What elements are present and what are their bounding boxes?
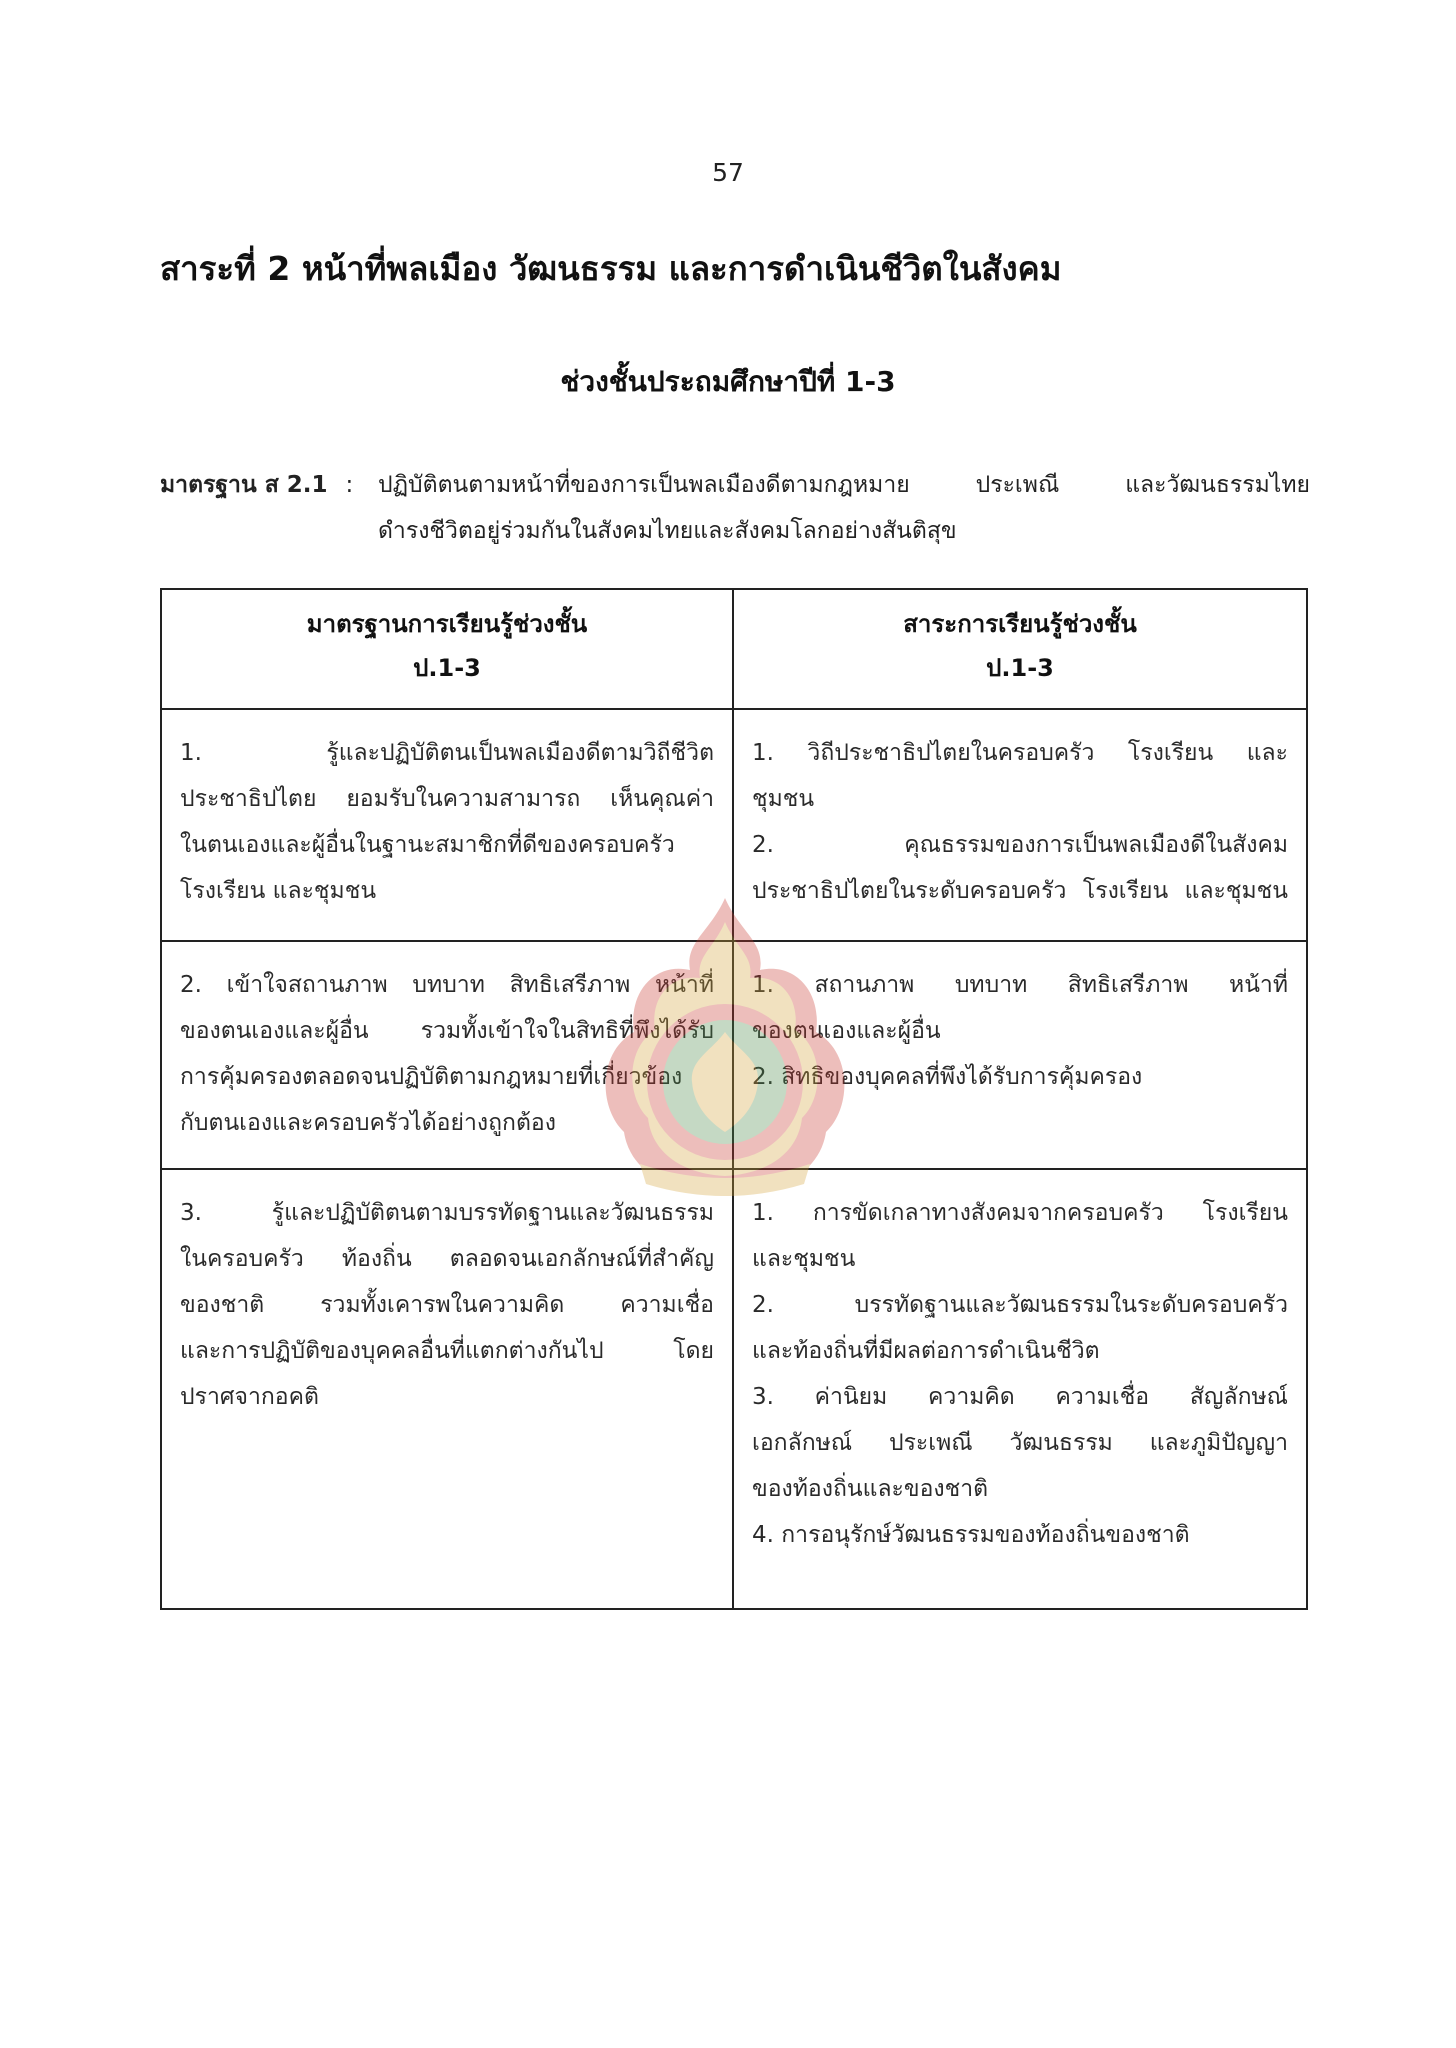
cell-line: ของท้องถิ่นและของชาติ [752,1476,989,1502]
table-row [162,1168,1306,1608]
cell-line: 2. เข้าใจสถานภาพ บทบาท สิทธิเสรีภาพ หน้าที่ [180,972,714,998]
cell-line: เอกลักษณ์ ประเพณี วัฒนธรรม และภูมิปัญญา [752,1430,1288,1456]
standard-cell [162,942,734,1168]
header-cell-line: ป.1-3 [986,654,1054,682]
standard-label [160,462,353,508]
header-cell-line: สาระการเรียนรู้ช่วงชั้น [903,610,1137,638]
cell-line: ของตนเองและผู้อื่น รวมทั้งเข้าใจในสิทธิที่พึงได้รับ [180,1018,714,1044]
cell-line: 2. สิทธิของบุคคลที่พึงได้รับการคุ้มครอง [752,1064,1143,1090]
cell-line: 1. วิถีประชาธิปไตยในครอบครัว โรงเรียน และ [752,740,1288,766]
cell-line: 1. การขัดเกลาทางสังคมจากครอบครัว โรงเรียน [752,1200,1288,1226]
cell-line: ของชาติ รวมทั้งเคารพในความคิด ความเชื่อ [180,1292,714,1318]
cell-line: และชุมชน [752,1246,856,1272]
header-cell-line: ป.1-3 [413,654,481,682]
cell-line: โรงเรียน และชุมชน [180,878,377,904]
cell-line: การคุ้มครองตลอดจนปฏิบัติตามกฎหมายที่เกี่ยวข้อง [180,1064,683,1090]
standard-label-text: มาตรฐาน ส 2.1 [160,472,328,498]
page-heading: สาระที่ 2 หน้าที่พลเมือง วัฒนธรรม และการดำเนินชีวิตในสังคม [160,249,1062,288]
header-learning-content [734,590,1306,708]
cell-line: 2. คุณธรรมของการเป็นพลเมืองดีในสังคม [752,832,1288,858]
cell-line: และการปฏิบัติของบุคคลอื่นที่แตกต่างกันไป โดย [180,1338,714,1364]
cell-line: 3. รู้และปฏิบัติตนตามบรรทัดฐานและวัฒนธรรม [180,1200,714,1226]
table-header-row [162,590,1306,708]
standard-text [378,462,1310,554]
table-row [162,940,1306,1168]
standard-cell [162,710,734,940]
cell-line: 1. รู้และปฏิบัติตนเป็นพลเมืองดีตามวิถีชีวิต [180,740,714,766]
cell-line: ในครอบครัว ท้องถิ่น ตลอดจนเอกลักษณ์ที่สำคัญ [180,1246,714,1272]
cell-line: ของตนเองและผู้อื่น [752,1018,941,1044]
cell-line: 1. สถานภาพ บทบาท สิทธิเสรีภาพ หน้าที่ [752,972,1288,998]
cell-line: และท้องถิ่นที่มีผลต่อการดำเนินชีวิต [752,1338,1100,1364]
cell-line: กับตนเองและครอบครัวได้อย่างถูกต้อง [180,1110,556,1136]
cell-line: ชุมชน [752,786,815,812]
cell-line: ในตนเองและผู้อื่นในฐานะสมาชิกที่ดีของครอบครัว [180,832,675,858]
content-cell [734,942,1306,1168]
page-number: 57 [712,158,744,187]
standard-separator: : [345,472,354,498]
standard-line-1: ปฏิบัติตนตามหน้าที่ของการเป็นพลเมืองดีตามกฎหมาย ประเพณี และวัฒนธรรมไทย [378,472,1310,498]
header-cell-line: มาตรฐานการเรียนรู้ช่วงชั้น [306,610,588,638]
cell-line: 2. บรรทัดฐานและวัฒนธรรมในระดับครอบครัว [752,1292,1288,1318]
standard-line-2: ดำรงชีวิตอยู่ร่วมกันในสังคมไทยและสังคมโลกอย่างสันติสุข [378,518,957,544]
content-cell [734,710,1306,940]
cell-line: 3. ค่านิยม ความคิด ความเชื่อ สัญลักษณ์ [752,1384,1288,1410]
table-row [162,708,1306,940]
cell-line: 4. การอนุรักษ์วัฒนธรรมของท้องถิ่นของชาติ [752,1522,1190,1548]
curriculum-table [160,588,1308,1610]
cell-line: ประชาธิปไตย ยอมรับในความสามารถ เห็นคุณค่า [180,786,714,812]
standard-cell [162,1170,734,1608]
page-subheading: ช่วงชั้นประถมศึกษาปีที่ 1-3 [560,365,896,398]
header-learning-standard [162,590,734,708]
cell-line: ประชาธิปไตยในระดับครอบครัว โรงเรียน และชุมชน [752,878,1288,904]
cell-line: ปราศจากอคติ [180,1384,319,1410]
content-cell [734,1170,1306,1608]
